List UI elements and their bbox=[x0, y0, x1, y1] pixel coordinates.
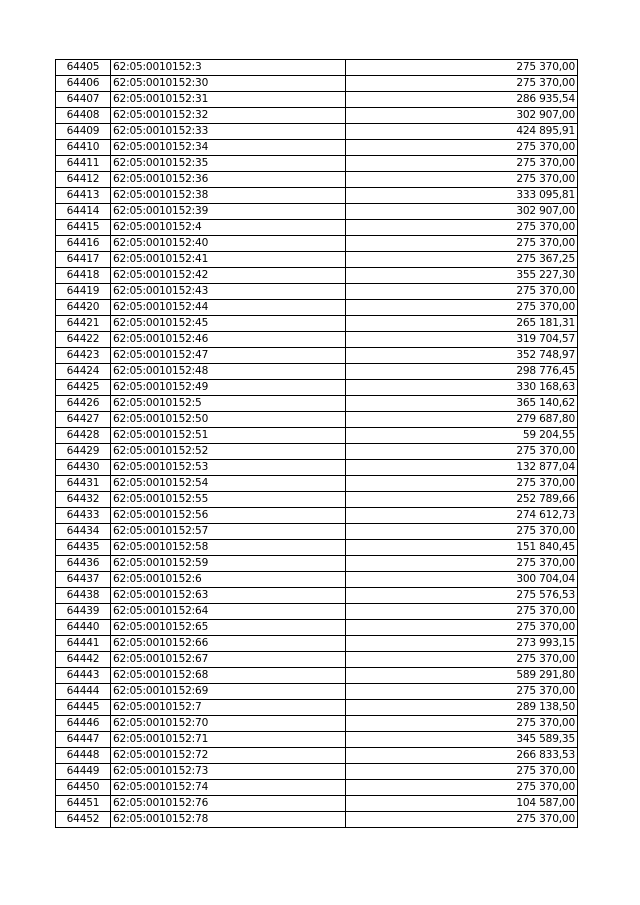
cadastral-value-cell: 275 370,00 bbox=[346, 300, 578, 316]
cadastral-value-cell: 298 776,45 bbox=[346, 364, 578, 380]
row-number-cell: 64434 bbox=[56, 524, 111, 540]
cadastral-value-cell: 275 370,00 bbox=[346, 764, 578, 780]
table-row bbox=[56, 540, 578, 556]
cadastral-value-cell: 266 833,53 bbox=[346, 748, 578, 764]
cadastral-number-cell: 62:05:0010152:41 bbox=[111, 252, 346, 268]
cadastral-value-cell: 289 138,50 bbox=[346, 700, 578, 716]
cadastral-value-cell: 274 612,73 bbox=[346, 508, 578, 524]
cadastral-value-cell: 300 704,04 bbox=[346, 572, 578, 588]
cadastral-value-cell: 59 204,55 bbox=[346, 428, 578, 444]
cadastral-number-cell: 62:05:0010152:45 bbox=[111, 316, 346, 332]
cadastral-value-cell: 275 370,00 bbox=[346, 780, 578, 796]
cadastral-value-cell: 424 895,91 bbox=[346, 124, 578, 140]
table-row bbox=[56, 108, 578, 124]
table-row bbox=[56, 556, 578, 572]
table-row bbox=[56, 268, 578, 284]
cadastral-number-cell: 62:05:0010152:68 bbox=[111, 668, 346, 684]
cadastral-number-cell: 62:05:0010152:31 bbox=[111, 92, 346, 108]
table-row bbox=[56, 76, 578, 92]
cadastral-value-cell: 275 370,00 bbox=[346, 140, 578, 156]
cadastral-value-cell: 151 840,45 bbox=[346, 540, 578, 556]
table-row bbox=[56, 428, 578, 444]
row-number-cell: 64443 bbox=[56, 668, 111, 684]
row-number-cell: 64408 bbox=[56, 108, 111, 124]
cadastral-number-cell: 62:05:0010152:70 bbox=[111, 716, 346, 732]
table-row bbox=[56, 140, 578, 156]
cadastral-value-cell: 275 370,00 bbox=[346, 684, 578, 700]
row-number-cell: 64437 bbox=[56, 572, 111, 588]
cadastral-number-cell: 62:05:0010152:53 bbox=[111, 460, 346, 476]
table-row bbox=[56, 796, 578, 812]
cadastral-value-cell: 589 291,80 bbox=[346, 668, 578, 684]
table-row bbox=[56, 284, 578, 300]
cadastral-value-cell: 365 140,62 bbox=[346, 396, 578, 412]
cadastral-value-cell: 302 907,00 bbox=[346, 204, 578, 220]
row-number-cell: 64429 bbox=[56, 444, 111, 460]
cadastral-number-cell: 62:05:0010152:7 bbox=[111, 700, 346, 716]
cadastral-number-cell: 62:05:0010152:67 bbox=[111, 652, 346, 668]
table-row bbox=[56, 380, 578, 396]
cadastral-number-cell: 62:05:0010152:54 bbox=[111, 476, 346, 492]
row-number-cell: 64432 bbox=[56, 492, 111, 508]
row-number-cell: 64445 bbox=[56, 700, 111, 716]
cadastral-number-cell: 62:05:0010152:6 bbox=[111, 572, 346, 588]
row-number-cell: 64421 bbox=[56, 316, 111, 332]
table-row bbox=[56, 764, 578, 780]
table-row bbox=[56, 348, 578, 364]
cadastral-value-cell: 275 370,00 bbox=[346, 284, 578, 300]
cadastral-number-cell: 62:05:0010152:5 bbox=[111, 396, 346, 412]
cadastral-number-cell: 62:05:0010152:56 bbox=[111, 508, 346, 524]
table-row bbox=[56, 412, 578, 428]
cadastral-value-cell: 252 789,66 bbox=[346, 492, 578, 508]
cadastral-number-cell: 62:05:0010152:71 bbox=[111, 732, 346, 748]
cadastral-value-cell: 275 370,00 bbox=[346, 220, 578, 236]
row-number-cell: 64412 bbox=[56, 172, 111, 188]
row-number-cell: 64433 bbox=[56, 508, 111, 524]
cadastral-value-cell: 330 168,63 bbox=[346, 380, 578, 396]
table-row bbox=[56, 316, 578, 332]
cadastral-number-cell: 62:05:0010152:74 bbox=[111, 780, 346, 796]
cadastral-number-cell: 62:05:0010152:52 bbox=[111, 444, 346, 460]
row-number-cell: 64446 bbox=[56, 716, 111, 732]
cadastral-value-cell: 104 587,00 bbox=[346, 796, 578, 812]
cadastral-value-cell: 355 227,30 bbox=[346, 268, 578, 284]
cadastral-value-cell: 275 370,00 bbox=[346, 60, 578, 76]
cadastral-value-cell: 279 687,80 bbox=[346, 412, 578, 428]
table-row bbox=[56, 748, 578, 764]
row-number-cell: 64415 bbox=[56, 220, 111, 236]
table-row bbox=[56, 364, 578, 380]
row-number-cell: 64435 bbox=[56, 540, 111, 556]
row-number-cell: 64416 bbox=[56, 236, 111, 252]
cadastral-value-cell: 275 370,00 bbox=[346, 620, 578, 636]
row-number-cell: 64420 bbox=[56, 300, 111, 316]
cadastral-value-cell: 275 370,00 bbox=[346, 716, 578, 732]
cadastral-number-cell: 62:05:0010152:63 bbox=[111, 588, 346, 604]
table-row bbox=[56, 124, 578, 140]
row-number-cell: 64410 bbox=[56, 140, 111, 156]
cadastral-value-cell: 275 576,53 bbox=[346, 588, 578, 604]
row-number-cell: 64447 bbox=[56, 732, 111, 748]
cadastral-number-cell: 62:05:0010152:48 bbox=[111, 364, 346, 380]
cadastral-value-cell: 352 748,97 bbox=[346, 348, 578, 364]
cadastral-number-cell: 62:05:0010152:35 bbox=[111, 156, 346, 172]
cadastral-number-cell: 62:05:0010152:78 bbox=[111, 812, 346, 828]
row-number-cell: 64439 bbox=[56, 604, 111, 620]
cadastral-number-cell: 62:05:0010152:33 bbox=[111, 124, 346, 140]
table-row bbox=[56, 172, 578, 188]
cadastral-number-cell: 62:05:0010152:34 bbox=[111, 140, 346, 156]
row-number-cell: 64414 bbox=[56, 204, 111, 220]
table-row bbox=[56, 668, 578, 684]
cadastral-number-cell: 62:05:0010152:73 bbox=[111, 764, 346, 780]
row-number-cell: 64411 bbox=[56, 156, 111, 172]
row-number-cell: 64425 bbox=[56, 380, 111, 396]
cadastral-number-cell: 62:05:0010152:4 bbox=[111, 220, 346, 236]
cadastral-value-cell: 132 877,04 bbox=[346, 460, 578, 476]
table-row bbox=[56, 92, 578, 108]
table-row bbox=[56, 396, 578, 412]
table-row bbox=[56, 684, 578, 700]
cadastral-number-cell: 62:05:0010152:65 bbox=[111, 620, 346, 636]
table-row bbox=[56, 812, 578, 828]
cadastral-value-cell: 275 370,00 bbox=[346, 524, 578, 540]
row-number-cell: 64440 bbox=[56, 620, 111, 636]
row-number-cell: 64448 bbox=[56, 748, 111, 764]
row-number-cell: 64430 bbox=[56, 460, 111, 476]
cadastral-number-cell: 62:05:0010152:49 bbox=[111, 380, 346, 396]
table-row bbox=[56, 716, 578, 732]
cadastral-number-cell: 62:05:0010152:69 bbox=[111, 684, 346, 700]
cadastral-number-cell: 62:05:0010152:3 bbox=[111, 60, 346, 76]
cadastral-value-cell: 275 370,00 bbox=[346, 652, 578, 668]
cadastral-value-cell: 286 935,54 bbox=[346, 92, 578, 108]
cadastral-number-cell: 62:05:0010152:57 bbox=[111, 524, 346, 540]
cadastral-value-cell: 275 370,00 bbox=[346, 236, 578, 252]
table-row bbox=[56, 572, 578, 588]
row-number-cell: 64436 bbox=[56, 556, 111, 572]
cadastral-number-cell: 62:05:0010152:39 bbox=[111, 204, 346, 220]
table-row bbox=[56, 636, 578, 652]
table-row bbox=[56, 252, 578, 268]
table-row bbox=[56, 332, 578, 348]
row-number-cell: 64418 bbox=[56, 268, 111, 284]
cadastral-value-cell: 275 370,00 bbox=[346, 172, 578, 188]
row-number-cell: 64426 bbox=[56, 396, 111, 412]
table-row bbox=[56, 492, 578, 508]
cadastral-value-cell: 275 367,25 bbox=[346, 252, 578, 268]
cadastral-value-cell: 275 370,00 bbox=[346, 76, 578, 92]
cadastral-value-cell: 345 589,35 bbox=[346, 732, 578, 748]
row-number-cell: 64406 bbox=[56, 76, 111, 92]
table-row bbox=[56, 604, 578, 620]
table-body bbox=[56, 60, 578, 828]
row-number-cell: 64419 bbox=[56, 284, 111, 300]
cadastral-value-cell: 265 181,31 bbox=[346, 316, 578, 332]
cadastral-number-cell: 62:05:0010152:59 bbox=[111, 556, 346, 572]
table-row bbox=[56, 204, 578, 220]
row-number-cell: 64449 bbox=[56, 764, 111, 780]
table-row bbox=[56, 476, 578, 492]
table-row bbox=[56, 700, 578, 716]
row-number-cell: 64405 bbox=[56, 60, 111, 76]
row-number-cell: 64423 bbox=[56, 348, 111, 364]
row-number-cell: 64409 bbox=[56, 124, 111, 140]
row-number-cell: 64424 bbox=[56, 364, 111, 380]
cadastral-value-cell: 273 993,15 bbox=[346, 636, 578, 652]
table-row bbox=[56, 620, 578, 636]
row-number-cell: 64422 bbox=[56, 332, 111, 348]
cadastral-value-cell: 275 370,00 bbox=[346, 812, 578, 828]
table-row bbox=[56, 60, 578, 76]
cadastral-number-cell: 62:05:0010152:55 bbox=[111, 492, 346, 508]
row-number-cell: 64451 bbox=[56, 796, 111, 812]
cadastral-value-cell: 275 370,00 bbox=[346, 444, 578, 460]
row-number-cell: 64427 bbox=[56, 412, 111, 428]
cadastral-number-cell: 62:05:0010152:76 bbox=[111, 796, 346, 812]
cadastral-number-cell: 62:05:0010152:51 bbox=[111, 428, 346, 444]
cadastral-value-cell: 275 370,00 bbox=[346, 476, 578, 492]
row-number-cell: 64413 bbox=[56, 188, 111, 204]
cadastral-number-cell: 62:05:0010152:47 bbox=[111, 348, 346, 364]
cadastral-number-cell: 62:05:0010152:40 bbox=[111, 236, 346, 252]
row-number-cell: 64450 bbox=[56, 780, 111, 796]
cadastral-number-cell: 62:05:0010152:30 bbox=[111, 76, 346, 92]
cadastral-number-cell: 62:05:0010152:32 bbox=[111, 108, 346, 124]
cadastral-value-cell: 302 907,00 bbox=[346, 108, 578, 124]
cadastral-number-cell: 62:05:0010152:50 bbox=[111, 412, 346, 428]
cadastral-value-cell: 333 095,81 bbox=[346, 188, 578, 204]
table-row bbox=[56, 188, 578, 204]
cadastral-number-cell: 62:05:0010152:46 bbox=[111, 332, 346, 348]
cadastral-number-cell: 62:05:0010152:66 bbox=[111, 636, 346, 652]
cadastral-value-cell: 275 370,00 bbox=[346, 556, 578, 572]
cadastral-number-cell: 62:05:0010152:38 bbox=[111, 188, 346, 204]
row-number-cell: 64431 bbox=[56, 476, 111, 492]
cadastral-number-cell: 62:05:0010152:42 bbox=[111, 268, 346, 284]
table-row bbox=[56, 156, 578, 172]
table-row bbox=[56, 732, 578, 748]
row-number-cell: 64441 bbox=[56, 636, 111, 652]
table-row bbox=[56, 588, 578, 604]
row-number-cell: 64438 bbox=[56, 588, 111, 604]
table-row bbox=[56, 524, 578, 540]
row-number-cell: 64417 bbox=[56, 252, 111, 268]
cadastral-number-cell: 62:05:0010152:36 bbox=[111, 172, 346, 188]
table-row bbox=[56, 444, 578, 460]
table-row bbox=[56, 508, 578, 524]
row-number-cell: 64444 bbox=[56, 684, 111, 700]
table-row bbox=[56, 236, 578, 252]
table-row bbox=[56, 300, 578, 316]
table-row bbox=[56, 220, 578, 236]
row-number-cell: 64407 bbox=[56, 92, 111, 108]
cadastral-number-cell: 62:05:0010152:58 bbox=[111, 540, 346, 556]
cadastral-number-cell: 62:05:0010152:43 bbox=[111, 284, 346, 300]
cadastral-value-cell: 275 370,00 bbox=[346, 604, 578, 620]
table-row bbox=[56, 652, 578, 668]
row-number-cell: 64452 bbox=[56, 812, 111, 828]
row-number-cell: 64442 bbox=[56, 652, 111, 668]
cadastral-number-cell: 62:05:0010152:44 bbox=[111, 300, 346, 316]
cadastral-value-table bbox=[55, 59, 578, 828]
cadastral-value-cell: 275 370,00 bbox=[346, 156, 578, 172]
row-number-cell: 64428 bbox=[56, 428, 111, 444]
cadastral-value-cell: 319 704,57 bbox=[346, 332, 578, 348]
table-row bbox=[56, 780, 578, 796]
cadastral-number-cell: 62:05:0010152:72 bbox=[111, 748, 346, 764]
cadastral-number-cell: 62:05:0010152:64 bbox=[111, 604, 346, 620]
table-row bbox=[56, 460, 578, 476]
